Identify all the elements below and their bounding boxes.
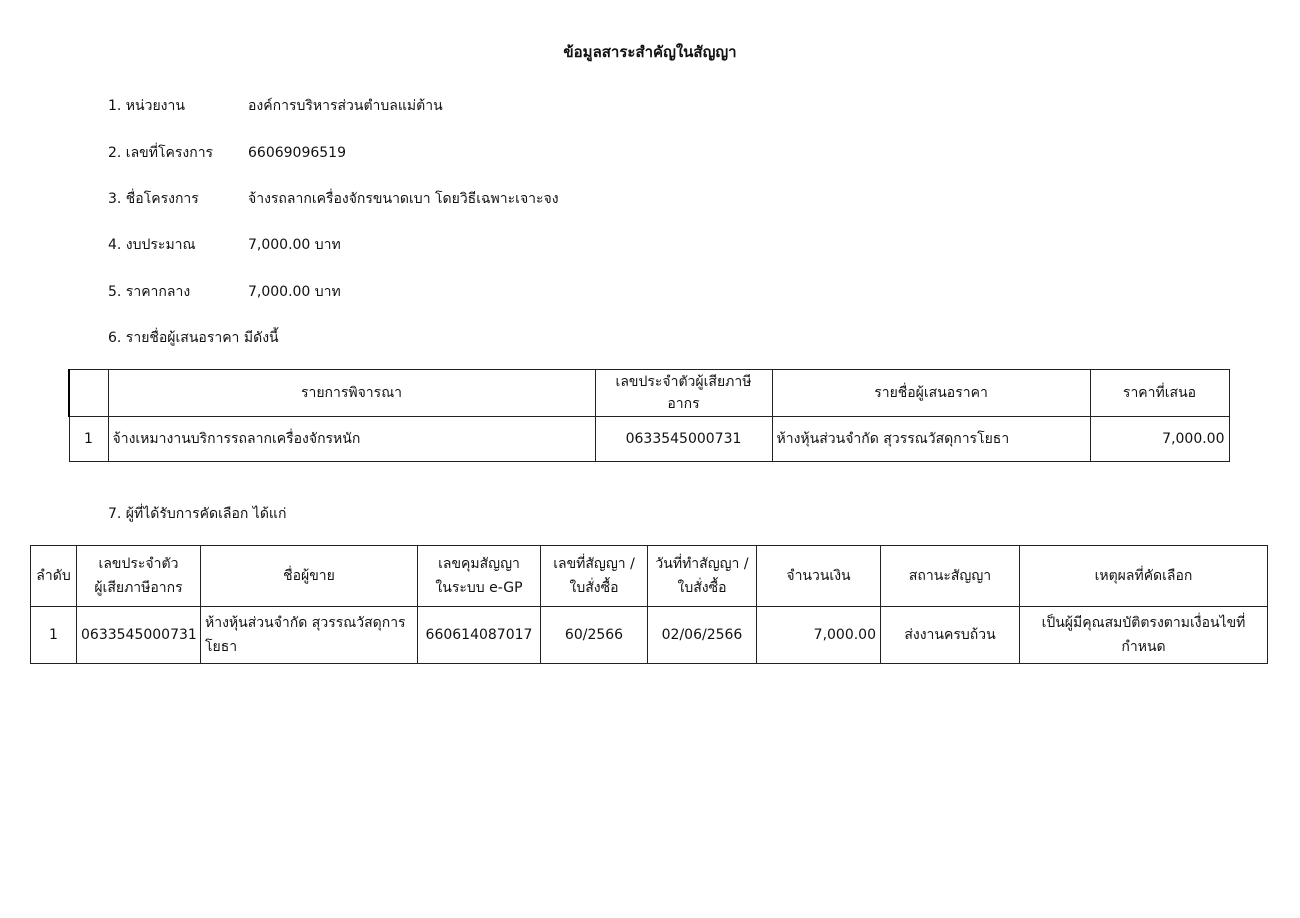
cell-reason: เป็นผู้มีคุณสมบัติตรงตามเงื่อนไขที่กำหนด bbox=[1020, 607, 1268, 664]
col-header-bidder: รายชื่อผู้เสนอราคา bbox=[772, 370, 1090, 417]
col-header-price: ราคาที่เสนอ bbox=[1090, 370, 1229, 417]
cell-no: 1 bbox=[69, 417, 108, 462]
cell-tax-id: 0633545000731 bbox=[595, 417, 772, 462]
cell-item: จ้างเหมางานบริการรถลากเครื่องจักรหนัก bbox=[108, 417, 595, 462]
col-header-contract-no bbox=[541, 546, 648, 607]
winners-table bbox=[30, 545, 1268, 664]
bidders-heading: 6. รายชื่อผู้เสนอราคา มีดังนี้ bbox=[108, 330, 279, 346]
col-header-vendor: ชื่อผู้ขาย bbox=[201, 546, 418, 607]
winners-heading: 7. ผู้ที่ได้รับการคัดเลือก ได้แก่ bbox=[108, 506, 287, 522]
col-header-line: เลขที่สัญญา / bbox=[553, 556, 635, 572]
cell-egp: 660614087017 bbox=[418, 607, 541, 664]
col-header-line: วันที่ทำสัญญา / bbox=[655, 556, 749, 572]
col-header-tax-id bbox=[77, 546, 201, 607]
col-header-line: เลขประจำตัว bbox=[98, 556, 179, 572]
col-header-no bbox=[69, 370, 108, 417]
cell-line: โยธา bbox=[205, 639, 238, 655]
info-value: 66069096519 bbox=[248, 145, 346, 161]
cell-tax-id: 0633545000731 bbox=[77, 607, 201, 664]
cell-bidder: ห้างหุ้นส่วนจำกัด สุวรรณวัสดุการโยธา bbox=[772, 417, 1090, 462]
info-label: 4. งบประมาณ bbox=[108, 237, 196, 253]
col-header-egp bbox=[418, 546, 541, 607]
col-header-item: รายการพิจารณา bbox=[108, 370, 595, 417]
col-header-line: ใบสั่งซื้อ bbox=[569, 580, 619, 596]
info-row-budget bbox=[108, 233, 341, 257]
col-header-no: ลำดับ bbox=[31, 546, 77, 607]
col-header-line: ผู้เสียภาษีอากร bbox=[94, 580, 183, 596]
info-row-median-price bbox=[108, 280, 341, 304]
info-label: 5. ราคากลาง bbox=[108, 284, 191, 300]
info-value: องค์การบริหารส่วนตำบลแม่ต้าน bbox=[248, 98, 443, 114]
col-header-line: ใบสั่งซื้อ bbox=[677, 580, 727, 596]
info-value: 7,000.00 บาท bbox=[248, 237, 341, 253]
col-header-reason: เหตุผลที่คัดเลือก bbox=[1020, 546, 1268, 607]
col-header-status: สถานะสัญญา bbox=[881, 546, 1020, 607]
col-header-line: เลขคุมสัญญา bbox=[438, 556, 520, 572]
cell-line: ห้างหุ้นส่วนจำกัด สุวรรณวัสดุการ bbox=[205, 615, 406, 631]
cell-contract-date: 02/06/2566 bbox=[648, 607, 757, 664]
info-row-agency bbox=[108, 94, 443, 118]
cell-vendor bbox=[201, 607, 418, 664]
info-label: 2. เลขที่โครงการ bbox=[108, 145, 214, 161]
table-row bbox=[31, 607, 1268, 664]
info-label: 3. ชื่อโครงการ bbox=[108, 191, 199, 207]
info-row-project-name bbox=[108, 187, 559, 211]
info-value: จ้างรถลากเครื่องจักรขนาดเบา โดยวิธีเฉพาะเจาะจง bbox=[248, 191, 559, 207]
info-label: 1. หน่วยงาน bbox=[108, 98, 185, 114]
col-header-amount: จำนวนเงิน bbox=[757, 546, 881, 607]
col-header-contract-date bbox=[648, 546, 757, 607]
table-row bbox=[69, 417, 1229, 462]
cell-contract-no: 60/2566 bbox=[541, 607, 648, 664]
info-value: 7,000.00 บาท bbox=[248, 284, 341, 300]
col-header-tax-id: เลขประจำตัวผู้เสียภาษีอากร bbox=[595, 370, 772, 417]
col-header-line: ในระบบ e-GP bbox=[435, 580, 523, 596]
cell-status: ส่งงานครบถ้วน bbox=[881, 607, 1020, 664]
table-header-row bbox=[69, 370, 1229, 417]
info-row-project-number bbox=[108, 141, 346, 165]
document-title: ข้อมูลสาระสำคัญในสัญญา bbox=[563, 43, 737, 61]
table-header-row bbox=[31, 546, 1268, 607]
cell-no: 1 bbox=[31, 607, 77, 664]
cell-amount: 7,000.00 bbox=[757, 607, 881, 664]
cell-price: 7,000.00 bbox=[1090, 417, 1229, 462]
bidders-table bbox=[68, 369, 1230, 462]
